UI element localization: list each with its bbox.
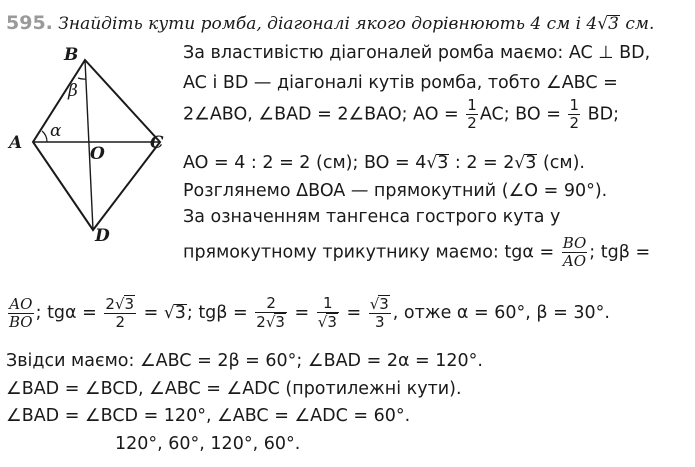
line-6: За означенням тангенса гострого кута у <box>183 207 561 227</box>
fraction-2-over-2sqrt3: $\frac{2}{2√3}$ <box>256 294 285 331</box>
task-unit: см. <box>619 14 655 34</box>
label-beta: β <box>68 81 78 101</box>
label-b: B <box>64 45 79 65</box>
fraction-1-over-sqrt3: $\frac{1}{√3}$ <box>317 294 337 331</box>
fraction-bo-ao: $\frac{BO}{AO}$ <box>562 234 587 270</box>
label-d: D <box>95 226 110 246</box>
label-a: A <box>9 133 23 153</box>
alpha-arc <box>42 131 47 142</box>
task-statement <box>6 12 654 35</box>
line-11: ∠BAD = ∠BCD = 120°, ∠ABC = ∠ADC = 60°. <box>6 406 411 426</box>
rhombus-figure <box>0 40 180 255</box>
fraction-ao-bo: $\frac{AO}{BO}$ <box>9 294 33 331</box>
answer-line: 120°, 60°, 120°, 60°. <box>115 434 301 454</box>
label-alpha: α <box>50 121 62 141</box>
fraction-sqrt3-over-3: $\frac{√3}{3}$ <box>369 295 389 331</box>
line-10: ∠BAD = ∠BCD, ∠ABC = ∠ADC (протилежні кути). <box>6 379 462 399</box>
fraction-2sqrt3-over-2: $\frac{2√3}{2}$ <box>105 295 135 331</box>
line-1: За властивістю діагоналей ромба маємо: AC ⊥ BD, <box>183 43 651 63</box>
fraction-half-1: $\frac{1}{2}$ <box>467 96 477 132</box>
line-7: прямокутному трикутнику маємо: tgα = $\frac{BO}{AO}$ ; tgβ = <box>183 234 651 270</box>
task-root: 3 <box>608 14 619 34</box>
beta-arc <box>78 78 86 79</box>
fraction-half-2: $\frac{1}{2}$ <box>569 96 580 132</box>
label-o: O <box>90 144 105 164</box>
line-9: Звідси маємо: ∠ABC = 2β = 60°; ∠BAD = 2α = 120°. <box>6 351 483 371</box>
line-3: 2∠ABO, ∠BAD = 2∠BAO; AO = $\frac{1}{2}$ AC; BO = $\frac{1}{2}$ BD; <box>183 96 619 132</box>
line-8: $\frac{AO}{BO}$ ; tgα = $\frac{2√3}{2}$ = √3; tgβ = $\frac{2}{2√3}$ = $\frac{1}{√3}$ = $\frac{√3}{3}$ , отже α = 60°, β = 30°. <box>9 294 610 331</box>
line-5: Розглянемо ΔBOA — прямокутний (∠O = 90°). <box>183 181 608 201</box>
task-number: 595. <box>6 12 53 34</box>
task-text: Знайдіть кути ромба, діагоналі якого дорівнюють 4 см і 4 <box>58 14 598 34</box>
line-4: AO = 4 : 2 = 2 (см); BO = 4√3 : 2 = 2√3 (см). <box>183 153 585 173</box>
label-c: C <box>150 133 164 153</box>
line-2: AC і BD — діагоналі кутів ромба, тобто ∠ABC = <box>183 73 618 93</box>
sqrt-sign: √ <box>597 14 609 34</box>
